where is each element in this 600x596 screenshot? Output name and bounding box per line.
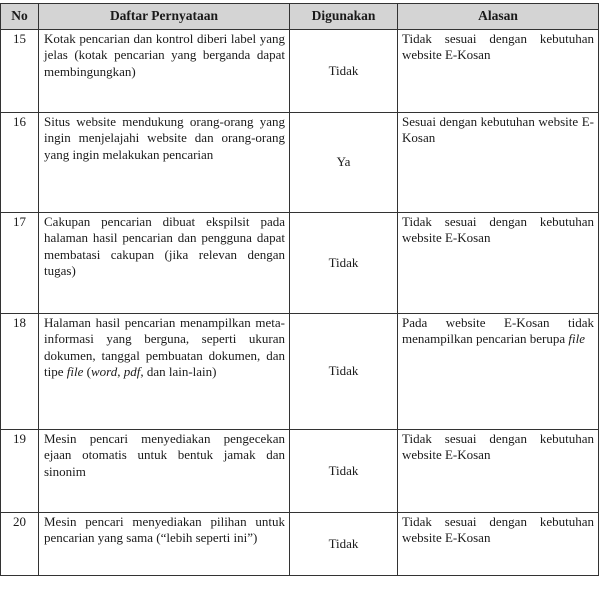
header-reason: Alasan	[398, 4, 599, 30]
row-number: 16	[1, 113, 39, 213]
header-row	[1, 4, 599, 30]
reason-text: Pada website E-Kosan tidak menampilkan pencarian berupa	[402, 315, 594, 347]
table-row	[1, 430, 599, 513]
statement-italic-file: file	[66, 363, 84, 379]
statement-cell: Situs website mendukung orang-orang yang ingin menjelajahi website dan orang-orang yang ingin melakukan pencarian	[39, 113, 290, 213]
reason-cell: Tidak sesuai dengan kebutuhan website E-Kosan	[398, 430, 599, 513]
row-number: 18	[1, 314, 39, 430]
used-cell: Tidak	[290, 513, 398, 576]
statement-italic-word: word	[90, 363, 118, 379]
row-number: 19	[1, 430, 39, 513]
reason-cell: Sesuai dengan kebutuhan website E-Kosan	[398, 113, 599, 213]
table-row	[1, 513, 599, 576]
statement-text: , dan lain-lain)	[140, 363, 217, 379]
table-row	[1, 30, 599, 113]
statement-text: ,	[117, 363, 124, 379]
used-cell: Tidak	[290, 430, 398, 513]
table-row	[1, 314, 599, 430]
reason-cell: Tidak sesuai dengan kebutuhan website E-Kosan	[398, 213, 599, 314]
header-used: Digunakan	[290, 4, 398, 30]
table-row	[1, 213, 599, 314]
reason-cell	[398, 314, 599, 430]
reason-cell: Tidak sesuai dengan kebutuhan website E-Kosan	[398, 30, 599, 113]
header-no: No	[1, 4, 39, 30]
statement-cell: Mesin pencari menyediakan pengecekan ejaan otomatis untuk bentuk jamak dan sinonim	[39, 430, 290, 513]
statement-cell: Mesin pencari menyediakan pilihan untuk pencarian yang sama (“lebih seperti ini”)	[39, 513, 290, 576]
statement-cell: Cakupan pencarian dibuat ekspilsit pada halaman hasil pencarian dan pengguna dapat membatasi cakupan (jika relevan dengan tugas)	[39, 213, 290, 314]
used-cell: Ya	[290, 113, 398, 213]
checklist-table	[0, 3, 599, 576]
statement-text: (	[83, 363, 91, 379]
row-number: 17	[1, 213, 39, 314]
row-number: 20	[1, 513, 39, 576]
header-statement: Daftar Pernyataan	[39, 4, 290, 30]
reason-cell: Tidak sesuai dengan kebutuhan website E-Kosan	[398, 513, 599, 576]
reason-italic-file: file	[568, 331, 586, 347]
statement-italic-pdf: pdf	[123, 363, 141, 379]
used-cell: Tidak	[290, 30, 398, 113]
row-number: 15	[1, 30, 39, 113]
used-cell: Tidak	[290, 314, 398, 430]
used-cell: Tidak	[290, 213, 398, 314]
statement-cell: Kotak pencarian dan kontrol diberi label yang jelas (kotak pencarian yang berganda dapat membingungkan)	[39, 30, 290, 113]
statement-text: Halaman hasil pencarian menampilkan meta-informasi yang berguna, seperti ukuran dokumen, tanggal pembuatan dokumen, dan tipe	[44, 315, 285, 379]
statement-cell	[39, 314, 290, 430]
table-row	[1, 113, 599, 213]
